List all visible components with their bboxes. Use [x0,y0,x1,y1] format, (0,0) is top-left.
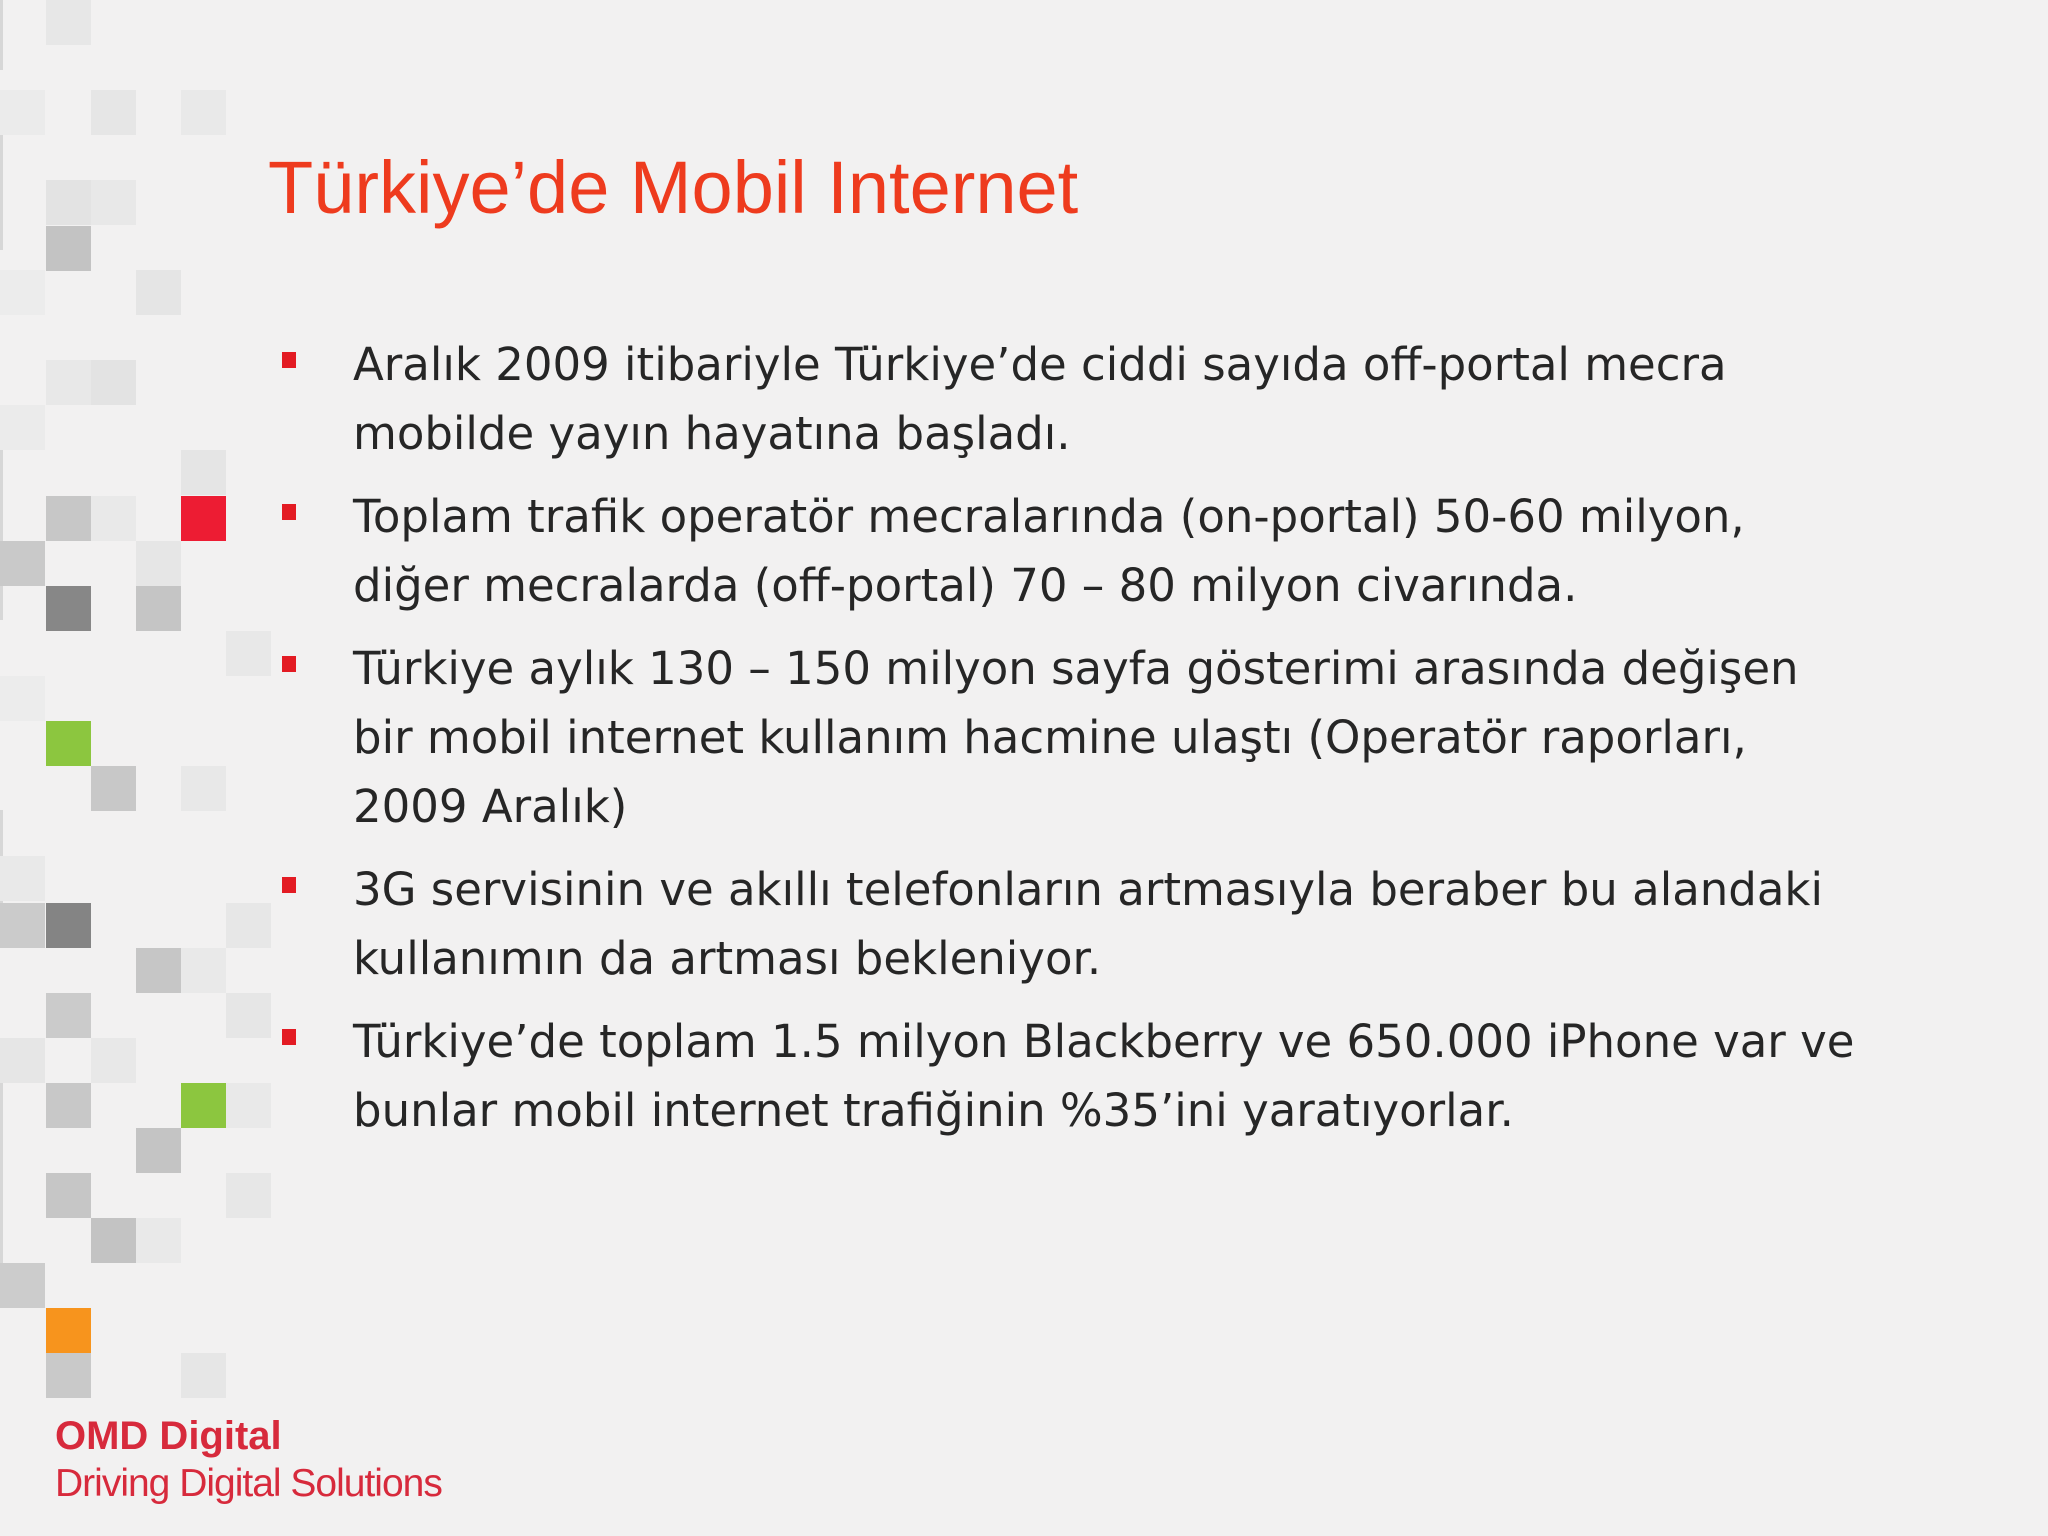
mosaic-square [46,180,91,225]
mosaic-square [91,180,136,225]
mosaic-square [46,903,91,948]
bullet-line: bir mobil internet kullanım hacmine ulaştı (Operatör raporları, [353,711,1747,764]
bullet-line: Aralık 2009 itibariyle Türkiye’de ciddi sayıda off-portal mecra [353,338,1727,391]
mosaic-square-green [181,1083,226,1128]
slide-title: Türkiye’de Mobil Internet [268,146,1079,229]
mosaic-square [46,0,91,45]
mosaic-square [91,496,136,541]
logo-tagline: Driving Digital Solutions [55,1462,442,1505]
mosaic-square [136,1128,181,1173]
mosaic-square [181,1353,226,1398]
mosaic-edge-line [0,130,3,250]
bullet-line: kullanımın da artması bekleniyor. [353,932,1102,985]
mosaic-square [0,1038,45,1083]
mosaic-square [0,270,45,315]
mosaic-square [181,948,226,993]
mosaic-square [136,586,181,631]
mosaic-square [136,948,181,993]
mosaic-square [136,541,181,586]
mosaic-square [226,1083,271,1128]
mosaic-square [0,1263,45,1308]
mosaic-square [46,496,91,541]
mosaic-square [46,586,91,631]
bullet-line: Türkiye aylık 130 – 150 milyon sayfa gösterimi arasında değişen [353,642,1799,695]
bullet-line: 2009 Aralık) [353,780,628,833]
mosaic-square-orange [46,1308,91,1353]
mosaic-square [46,360,91,405]
mosaic-square [226,903,271,948]
bullet-line: Toplam trafik operatör mecralarında (on-portal) 50-60 milyon, [353,490,1745,543]
bullet-line: 3G servisinin ve akıllı telefonların artmasıyla beraber bu alandaki [353,863,1823,916]
mosaic-square [91,1218,136,1263]
decorative-mosaic [0,0,300,1536]
mosaic-square [46,1083,91,1128]
bullet-item [282,855,1902,993]
bullet-line: Türkiye’de toplam 1.5 milyon Blackberry ve 650.000 iPhone var ve [353,1015,1855,1068]
mosaic-square [46,226,91,271]
mosaic-square [226,993,271,1038]
bullet-item [282,634,1902,841]
mosaic-edge-line [0,440,3,620]
mosaic-square [181,450,226,495]
mosaic-square [0,676,45,721]
mosaic-square [46,993,91,1038]
bullet-item [282,1007,1902,1145]
bullet-marker-icon [282,656,296,672]
bullet-marker-icon [282,504,296,520]
bullet-item [282,330,1902,468]
bullet-line: bunlar mobil internet trafiğinin %35’ini yaratıyorlar. [353,1084,1514,1137]
logo-name: OMD Digital [55,1414,282,1458]
bullet-line: diğer mecralarda (off-portal) 70 – 80 milyon civarında. [353,559,1578,612]
mosaic-square [0,903,45,948]
bullet-list [282,330,1902,1159]
bullet-line: mobilde yayın hayatına başladı. [353,407,1071,460]
company-logo [55,1412,555,1508]
mosaic-square [0,541,45,586]
mosaic-square [0,856,45,901]
bullet-marker-icon [282,352,296,368]
mosaic-square [0,90,45,135]
mosaic-square-green [46,721,91,766]
mosaic-square [46,1173,91,1218]
bullet-item [282,482,1902,620]
mosaic-edge-line [0,0,3,70]
mosaic-square [226,631,271,676]
mosaic-square [226,1173,271,1218]
mosaic-square [91,90,136,135]
bullet-marker-icon [282,877,296,893]
bullet-marker-icon [282,1029,296,1045]
mosaic-square [91,360,136,405]
mosaic-square [181,90,226,135]
mosaic-square [136,270,181,315]
mosaic-square [0,405,45,450]
mosaic-square [181,766,226,811]
mosaic-square [91,766,136,811]
mosaic-square [46,1353,91,1398]
mosaic-square [91,1038,136,1083]
mosaic-square [136,1218,181,1263]
mosaic-square-red [181,496,226,541]
